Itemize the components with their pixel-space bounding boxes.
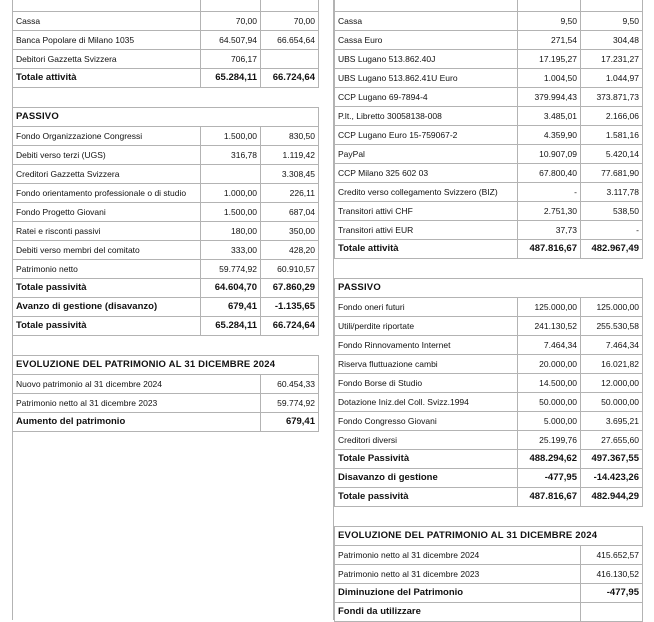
value-2024: 125.000,00 — [518, 298, 581, 317]
table-row — [13, 222, 319, 241]
value-2023: 226,11 — [261, 184, 319, 203]
value-2023: 50.000,00 — [581, 393, 643, 412]
table-row — [335, 565, 643, 584]
section-header-row — [335, 527, 643, 546]
value-2023: 428,20 — [261, 241, 319, 260]
value-2023: 16.021,82 — [581, 355, 643, 374]
table-row — [335, 584, 643, 603]
row-label: Fondo Organizzazione Congressi — [13, 127, 201, 146]
row-label: Utili/perdite riportate — [335, 317, 518, 336]
row-label: Credito verso collegamento Svizzero (BIZ) — [335, 183, 518, 202]
value-2024 — [201, 165, 261, 184]
table-row — [335, 374, 643, 393]
table-row — [335, 50, 643, 69]
value-2024: 487.816,67 — [518, 240, 581, 259]
value — [581, 603, 643, 622]
value-2024: 17.195,27 — [518, 50, 581, 69]
value-2023: 482.967,49 — [581, 240, 643, 259]
row-label: Fondo Borse di Studio — [335, 374, 518, 393]
spacer-row — [335, 259, 643, 279]
row-label: Fondo oneri futuri — [335, 298, 518, 317]
value: 679,41 — [261, 413, 319, 432]
table-row — [335, 107, 643, 126]
table-row — [335, 412, 643, 431]
row-label: Totale attività — [335, 240, 518, 259]
row-label: Nuovo patrimonio al 31 dicembre 2024 — [13, 375, 261, 394]
value-2023: 77.681,90 — [581, 164, 643, 183]
value-2024: 50.000,00 — [518, 393, 581, 412]
value-2024: 25.199,76 — [518, 431, 581, 450]
cut-row — [335, 0, 643, 12]
value-2023: 70,00 — [261, 12, 319, 31]
value-2024: 67.800,40 — [518, 164, 581, 183]
table-row — [335, 298, 643, 317]
row-label: Fondo Progetto Giovani — [13, 203, 201, 222]
value-2024: 64.604,70 — [201, 279, 261, 298]
section-title: EVOLUZIONE DEL PATRIMONIO AL 31 DICEMBRE 2024 — [13, 356, 319, 375]
value-2024: 2.751,30 — [518, 202, 581, 221]
value-2023: 1.044,97 — [581, 69, 643, 88]
value: 416.130,52 — [581, 565, 643, 584]
value-2023: - — [581, 221, 643, 240]
value-2024: 59.774,92 — [201, 260, 261, 279]
table-row — [13, 317, 319, 336]
table-row — [13, 184, 319, 203]
value-2023: 2.166,06 — [581, 107, 643, 126]
value-2023: 1.581,16 — [581, 126, 643, 145]
value-2023: 482.944,29 — [581, 488, 643, 507]
value-2024: 706,17 — [201, 50, 261, 69]
row-label: Cassa Euro — [335, 31, 518, 50]
row-label: PayPal — [335, 145, 518, 164]
table-row — [13, 394, 319, 413]
value-2024: 5.000,00 — [518, 412, 581, 431]
row-label: Patrimonio netto — [13, 260, 201, 279]
value-2023: 304,48 — [581, 31, 643, 50]
row-label: Totale attività — [13, 69, 201, 88]
value-2024: 1.004,50 — [518, 69, 581, 88]
value-2024: 487.816,67 — [518, 488, 581, 507]
table-row — [335, 164, 643, 183]
value-2023: 3.308,45 — [261, 165, 319, 184]
value-2023: 350,00 — [261, 222, 319, 241]
cut-cell — [201, 0, 261, 12]
value-2023: 125.000,00 — [581, 298, 643, 317]
table-row — [13, 298, 319, 317]
value-2024: 1.500,00 — [201, 127, 261, 146]
row-label: Disavanzo di gestione — [335, 469, 518, 488]
table-row — [335, 12, 643, 31]
table-row — [335, 431, 643, 450]
value-2023: 373.871,73 — [581, 88, 643, 107]
spacer-row — [335, 507, 643, 527]
value-2023 — [261, 50, 319, 69]
table-row — [13, 69, 319, 88]
cut-row — [13, 0, 319, 12]
value-2024: 7.464,34 — [518, 336, 581, 355]
table-row — [13, 413, 319, 432]
right-balance-sheet — [334, 0, 642, 622]
row-label: Dotazione Iniz.del Coll. Svizz.1994 — [335, 393, 518, 412]
value-2024: -477,95 — [518, 469, 581, 488]
row-label: Cassa — [335, 12, 518, 31]
value-2023: 538,50 — [581, 202, 643, 221]
value-2024: 316,78 — [201, 146, 261, 165]
value-2023: 60.910,57 — [261, 260, 319, 279]
table-row — [335, 546, 643, 565]
row-label: Patrimonio netto al 31 dicembre 2023 — [335, 565, 581, 584]
cut-cell — [581, 0, 643, 12]
right-assets-table — [334, 0, 643, 622]
value: -477,95 — [581, 584, 643, 603]
value-2024: 333,00 — [201, 241, 261, 260]
row-label: Fondo orientamento professionale o di studio — [13, 184, 201, 203]
table-row — [13, 279, 319, 298]
value-2023: 66.654,64 — [261, 31, 319, 50]
value-2024: 180,00 — [201, 222, 261, 241]
value-2024: 70,00 — [201, 12, 261, 31]
value-2023: 66.724,64 — [261, 69, 319, 88]
row-label: Totale Passività — [335, 450, 518, 469]
value-2023: 7.464,34 — [581, 336, 643, 355]
spacer — [335, 507, 643, 527]
table-row — [335, 88, 643, 107]
section-title: PASSIVO — [335, 279, 643, 298]
row-label: Fondo Congresso Giovani — [335, 412, 518, 431]
value-2024: 64.507,94 — [201, 31, 261, 50]
section-title: PASSIVO — [13, 108, 319, 127]
table-row — [335, 202, 643, 221]
table-row — [13, 260, 319, 279]
section-header-row — [13, 356, 319, 375]
table-row — [335, 488, 643, 507]
table-row — [13, 241, 319, 260]
cut-cell — [518, 0, 581, 12]
table-row — [335, 240, 643, 259]
value-2024: 65.284,11 — [201, 317, 261, 336]
row-label: Cassa — [13, 12, 201, 31]
row-label: Totale passività — [335, 488, 518, 507]
row-label: UBS Lugano 513.862.41U Euro — [335, 69, 518, 88]
row-label: P.lt., Libretto 30058138-008 — [335, 107, 518, 126]
value-2024: 1.500,00 — [201, 203, 261, 222]
value-2023: 5.420,14 — [581, 145, 643, 164]
table-row — [13, 203, 319, 222]
section-header-row — [13, 108, 319, 127]
row-label: CCP Milano 325 602 03 — [335, 164, 518, 183]
value-2024: 1.000,00 — [201, 184, 261, 203]
cut-cell — [13, 0, 201, 12]
value-2024: 37,73 — [518, 221, 581, 240]
cut-cell — [261, 0, 319, 12]
row-label: Ratei e risconti passivi — [13, 222, 201, 241]
table-row — [335, 336, 643, 355]
value-2023: 17.231,27 — [581, 50, 643, 69]
value-2023: 255.530,58 — [581, 317, 643, 336]
value: 60.454,33 — [261, 375, 319, 394]
row-label: Fondi da utilizzare — [335, 603, 581, 622]
value-2024: 9,50 — [518, 12, 581, 31]
table-row — [335, 450, 643, 469]
table-row — [335, 603, 643, 622]
table-row — [335, 393, 643, 412]
row-label: Totale passività — [13, 279, 201, 298]
table-row — [335, 469, 643, 488]
row-label: Creditori diversi — [335, 431, 518, 450]
value-2024: 10.907,09 — [518, 145, 581, 164]
row-label: Aumento del patrimonio — [13, 413, 261, 432]
row-label: Riserva fluttuazione cambi — [335, 355, 518, 374]
table-row — [335, 69, 643, 88]
row-label: Avanzo di gestione (disavanzo) — [13, 298, 201, 317]
table-row — [13, 12, 319, 31]
value-2023: 9,50 — [581, 12, 643, 31]
value-2024: 379.994,43 — [518, 88, 581, 107]
value-2023: 1.119,42 — [261, 146, 319, 165]
value-2024: 65.284,11 — [201, 69, 261, 88]
table-row — [13, 165, 319, 184]
row-label: Debitori Gazzetta Svizzera — [13, 50, 201, 69]
table-row — [335, 31, 643, 50]
row-label: Patrimonio netto al 31 dicembre 2024 — [335, 546, 581, 565]
value-2024: 488.294,62 — [518, 450, 581, 469]
table-row — [335, 221, 643, 240]
section-header-row — [335, 279, 643, 298]
row-label: Totale passività — [13, 317, 201, 336]
row-label: CCP Lugano 69-7894-4 — [335, 88, 518, 107]
value: 415.652,57 — [581, 546, 643, 565]
table-row — [13, 375, 319, 394]
value-2023: -1.135,65 — [261, 298, 319, 317]
value: 59.774,92 — [261, 394, 319, 413]
table-row — [13, 146, 319, 165]
value-2024: 4.359,90 — [518, 126, 581, 145]
row-label: Creditori Gazzetta Svizzera — [13, 165, 201, 184]
value-2023: 66.724,64 — [261, 317, 319, 336]
value-2024: 14.500,00 — [518, 374, 581, 393]
value-2024: 679,41 — [201, 298, 261, 317]
spacer — [13, 88, 319, 108]
row-label: CCP Lugano Euro 15-759067-2 — [335, 126, 518, 145]
value-2024: 3.485,01 — [518, 107, 581, 126]
cut-cell — [335, 0, 518, 12]
section-title: EVOLUZIONE DEL PATRIMONIO AL 31 DICEMBRE 2024 — [335, 527, 643, 546]
left-balance-sheet — [12, 0, 318, 432]
table-row — [13, 50, 319, 69]
spacer-row — [13, 336, 319, 356]
value-2024: - — [518, 183, 581, 202]
value-2023: 3.117,78 — [581, 183, 643, 202]
spacer-row — [13, 88, 319, 108]
row-label: Debiti verso membri del comitato — [13, 241, 201, 260]
row-label: Transitori attivi EUR — [335, 221, 518, 240]
value-2024: 241.130,52 — [518, 317, 581, 336]
table-row — [13, 127, 319, 146]
table-row — [335, 317, 643, 336]
value-2024: 271,54 — [518, 31, 581, 50]
row-label: Banca Popolare di Milano 1035 — [13, 31, 201, 50]
value-2023: 3.695,21 — [581, 412, 643, 431]
table-row — [335, 355, 643, 374]
value-2023: 687,04 — [261, 203, 319, 222]
spacer — [335, 259, 643, 279]
value-2023: 497.367,55 — [581, 450, 643, 469]
table-row — [335, 145, 643, 164]
value-2023: 67.860,29 — [261, 279, 319, 298]
table-row — [335, 126, 643, 145]
row-label: Transitori attivi CHF — [335, 202, 518, 221]
row-label: Patrimonio netto al 31 dicembre 2023 — [13, 394, 261, 413]
value-2023: 27.655,60 — [581, 431, 643, 450]
value-2023: 830,50 — [261, 127, 319, 146]
value-2023: 12.000,00 — [581, 374, 643, 393]
row-label: Diminuzione del Patrimonio — [335, 584, 581, 603]
value-2023: -14.423,26 — [581, 469, 643, 488]
table-row — [335, 183, 643, 202]
row-label: Debiti verso terzi (UGS) — [13, 146, 201, 165]
table-row — [13, 31, 319, 50]
spacer — [13, 336, 319, 356]
left-assets-table — [12, 0, 319, 432]
row-label: UBS Lugano 513.862.40J — [335, 50, 518, 69]
value-2024: 20.000,00 — [518, 355, 581, 374]
row-label: Fondo Rinnovamento Internet — [335, 336, 518, 355]
